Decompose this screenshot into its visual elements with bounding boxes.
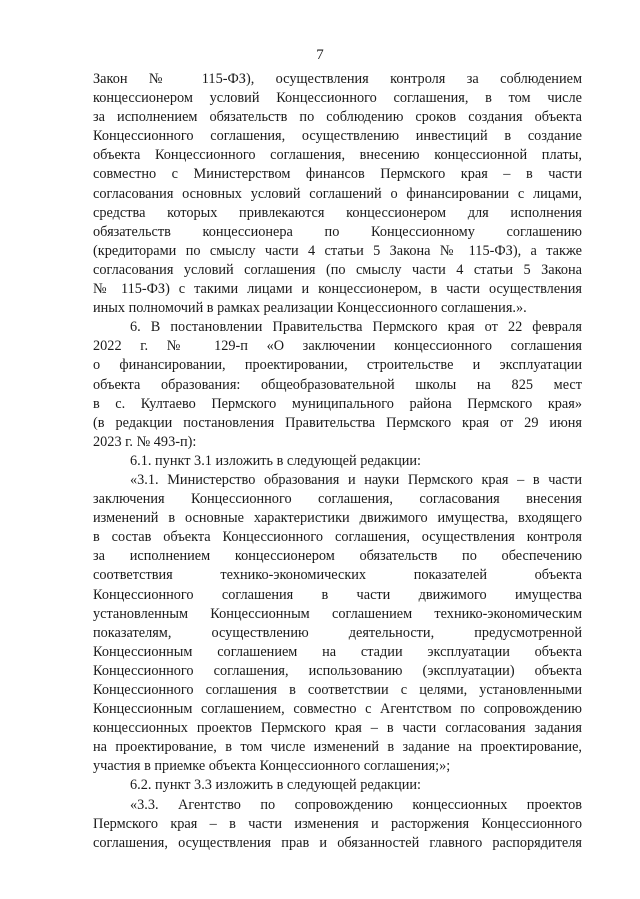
- page-number: 7: [316, 47, 324, 63]
- text-line: (кредиторами по смыслу части 4 статьи 5 Закона № 115-ФЗ), а также: [93, 242, 582, 259]
- text-line: № 115-ФЗ) с такими лицами и концессионером, в части осуществления: [93, 281, 582, 298]
- text-line: о финансировании, проектировании, строительстве и эксплуатации: [93, 357, 582, 374]
- text-line: показателям, осуществлению деятельности, предусмотренной: [93, 624, 582, 641]
- text-line: Концессионного соглашения, осуществлению инвестиций в создание: [93, 128, 582, 145]
- text-line: Концессионным соглашением, совместно с Агентством по сопровождению: [93, 701, 582, 718]
- text-line: обязательств концессионера по Концессионному соглашению: [93, 223, 582, 240]
- text-line: 6.1. пункт 3.1 изложить в следующей редакции:: [130, 452, 422, 469]
- text-line: Закон № 115-ФЗ), осуществления контроля за соблюдением: [93, 71, 582, 87]
- text-line: соответствия технико-экономических показателей объекта: [93, 567, 582, 584]
- text-line: изменений в основные характеристики движимого имущества, входящего: [93, 510, 582, 527]
- text-line: объекта образования: общеобразовательной школы на 825 мест: [93, 376, 582, 393]
- text-line: Концессионного соглашения, использованию (эксплуатации) объекта: [93, 662, 582, 679]
- text-line: средства которых привлекаются концессионером для исполнения: [93, 204, 582, 221]
- text-line: 6.2. пункт 3.3 изложить в следующей редакции:: [130, 777, 422, 794]
- text-line: соглашения, осуществления прав и обязанностей главного распорядителя: [93, 834, 582, 851]
- text-line: «3.3. Агентство по сопровождению концессионных проектов: [130, 796, 582, 813]
- text-line: концессионером условий Концессионного соглашения, в том числе: [93, 90, 582, 107]
- text-line: «3.1. Министерство образования и науки Пермского края – в части: [130, 471, 582, 488]
- text-line: 2023 г. № 493-п):: [93, 433, 197, 450]
- text-line: установленным Концессионным соглашением технико-экономическим: [93, 605, 582, 622]
- text-line: Концессионного соглашения в соответствии с целями, установленными: [93, 682, 582, 698]
- text-line: концессионных проектов Пермского края – в части согласования задания: [93, 720, 582, 737]
- text-line: объекта Концессионного соглашения, внесению концессионной платы,: [93, 147, 582, 164]
- text-line: в с. Култаево Пермского муниципального района Пермского края»: [93, 395, 582, 412]
- text-line: 2022 г. № 129-п «О заключении концессионного соглашения: [93, 338, 582, 355]
- text-line: Пермского края – в части изменения и расторжения Концессионного: [93, 815, 582, 832]
- text-line: на проектирование, в том числе изменений в задание на проектирование,: [93, 739, 582, 756]
- text-line: совместно с Министерством финансов Пермского края – в части: [93, 166, 582, 183]
- text-line: согласования условий соглашения (по смыслу части 4 статьи 5 Закона: [93, 261, 582, 278]
- text-line: Концессионного соглашения в части движимого имущества: [93, 586, 582, 603]
- text-line: за исполнением концессионером обязательств по обеспечению: [93, 548, 582, 565]
- text-line: заключения Концессионного соглашения, согласования внесения: [93, 491, 582, 508]
- text-line: согласования основных условий соглашений о финансировании с лицами,: [93, 185, 582, 202]
- text-line: иных полномочий в рамках реализации Концессионного соглашения.».: [93, 300, 527, 317]
- document-body: [93, 70, 582, 853]
- text-line: за исполнением обязательств по соблюдению сроков создания объекта: [93, 109, 582, 126]
- text-line: в состав объекта Концессионного соглашения, осуществления контроля: [93, 529, 582, 546]
- text-line: Концессионным соглашением на стадии эксплуатации объекта: [93, 643, 582, 660]
- text-line: участия в приемке объекта Концессионного соглашения;»;: [93, 758, 451, 775]
- text-line: 6. В постановлении Правительства Пермского края от 22 февраля: [130, 319, 582, 336]
- text-line: (в редакции постановления Правительства Пермского края от 29 июня: [93, 414, 582, 431]
